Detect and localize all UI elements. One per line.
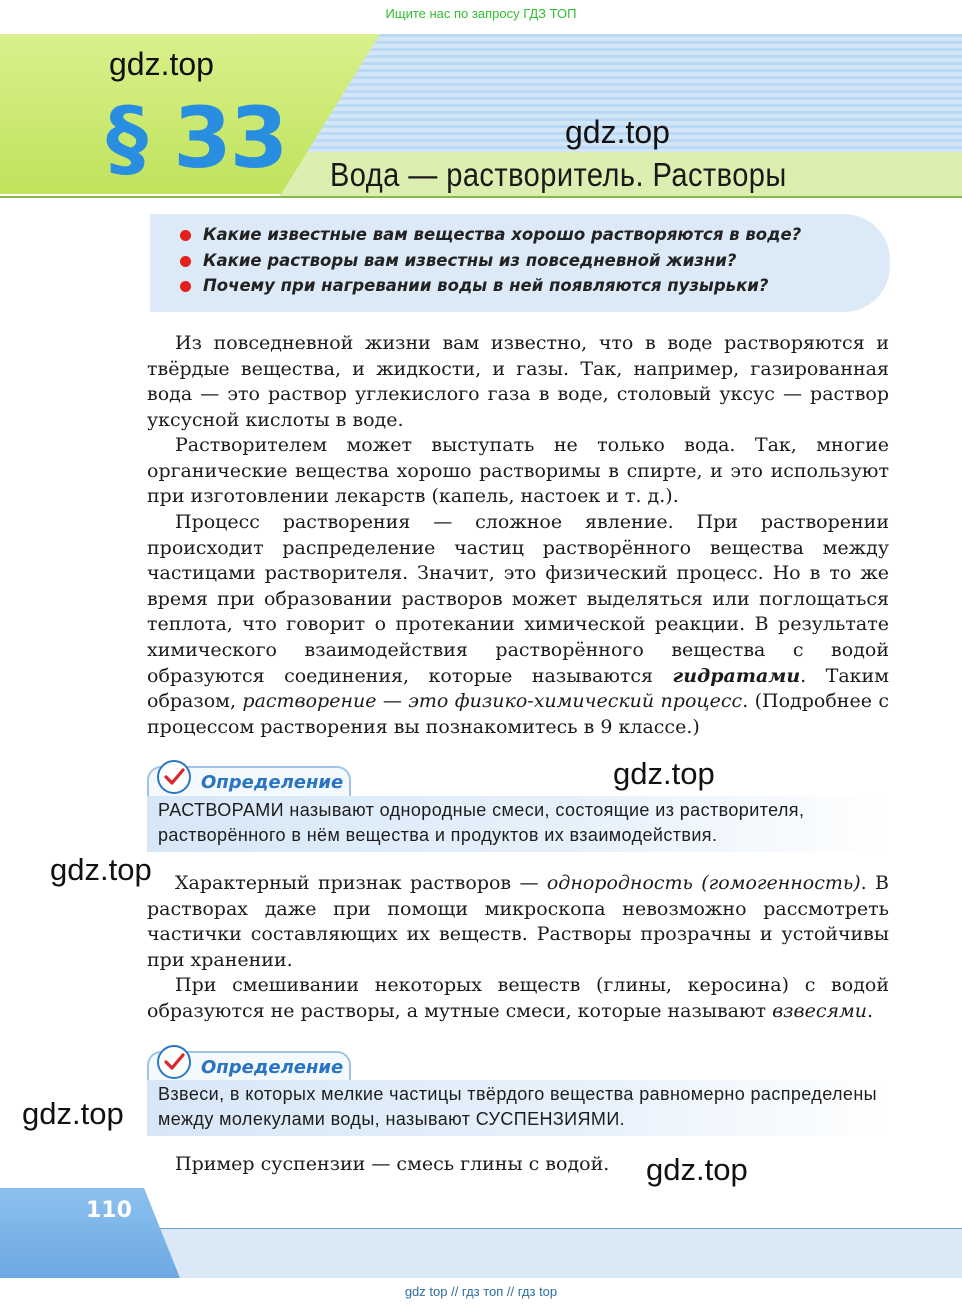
question-text: Почему при нагревании воды в ней появляются пузырьки?: [203, 276, 769, 295]
page-footer: [0, 1188, 962, 1278]
definition-label: Определение: [201, 772, 344, 793]
question-item: [180, 248, 890, 274]
watermark: gdz.top: [613, 756, 715, 791]
bottom-watermark-note: gdz top // гдз топ // гдз top: [404, 1284, 558, 1299]
watermark: gdz.top: [565, 114, 670, 150]
term-hydrates: гидратами: [672, 664, 801, 687]
intro-questions: [150, 214, 890, 312]
watermark: gdz.top: [109, 46, 214, 82]
watermark: gdz.top: [646, 1152, 748, 1187]
definition-text: Взвеси, в которых мелкие частицы твёрдого вещества равномерно распределены между молекулами воды, называют СУСПЕНЗИЯМИ.: [158, 1084, 878, 1129]
page-number: 110: [86, 1198, 132, 1223]
definition-header: [147, 1051, 351, 1083]
footer-line: [160, 1228, 962, 1229]
definition-box: [147, 1080, 890, 1136]
paragraph: Характерный признак растворов — однородность (гомогенность). В растворах даже при помощи микроскопа невозможно рассмотреть частички составляющих их веществ. Растворы прозрачны и устойчивы при хранении.: [147, 872, 889, 971]
chapter-title: Вода — растворитель. Растворы: [330, 156, 787, 193]
question-text: Какие известные вам вещества хорошо растворяются в воде?: [203, 225, 802, 244]
watermark: gdz.top: [22, 1096, 124, 1131]
paragraph: Пример суспензии — смесь глины с водой.: [175, 1153, 610, 1175]
term-suspensions: взвесями: [772, 999, 868, 1022]
footer-light-band: [150, 1228, 962, 1278]
watermark: gdz.top: [50, 852, 152, 887]
question-text: Какие растворы вам известны из повседневной жизни?: [203, 250, 737, 270]
check-circle-icon: [157, 760, 191, 794]
definition-box: [147, 796, 890, 852]
definition-text: РАСТВОРАМИ называют однородные смеси, состоящие из растворителя, растворённого в нём вещества и продуктов их взаимодействия.: [158, 800, 805, 845]
paragraph: Растворителем может выступать не только вода. Так, многие органические вещества хорошо растворимы в спирте, и это используют при изготовлении лекарств (капель, настоек и т. д.).: [147, 434, 889, 508]
paragraph: Из повседневной жизни вам известно, что в воде растворяются и твёрдые вещества, и жидкости, и газы. Так, например, газированная вода — это раствор углекислого газа в воде, столовый уксус — раствор уксусной кислоты в воде.: [147, 332, 889, 431]
section-number: § 33: [106, 89, 287, 187]
header-divider: [0, 196, 962, 198]
red-dot-icon: [180, 230, 191, 241]
italic-definition: растворение — это физико-химический процесс: [242, 690, 743, 713]
paragraph: При смешивании некоторых веществ (глины, керосина) с водой образуются не растворы, а мутные смеси, которые называют взвесями.: [147, 974, 889, 1022]
red-dot-icon: [180, 256, 191, 267]
term-homogeneity: однородность (гомогенность): [546, 872, 861, 894]
red-dot-icon: [180, 281, 191, 292]
check-circle-icon: [157, 1045, 191, 1079]
question-item: [180, 222, 890, 248]
question-item: [180, 273, 890, 299]
definition-label: Определение: [201, 1057, 344, 1078]
top-search-note: Ищите нас по запросу ГДЗ ТОП: [385, 6, 577, 21]
definition-header: [147, 766, 351, 798]
paragraph: Процесс растворения — сложное явление. При растворении происходит распределение частиц растворённого вещества между частицами растворителя. Значит, это физический процесс. Но в то же время при образовании растворов может выделяться или поглощаться теплота, что говорит о протекании химической реакции. В результате химического взаимодействия растворённого вещества с водой образуются соединения, которые называются гидратами. Таким образом, растворение — это физико-химический процесс. (Подробнее с процессом растворения вы познакомитесь в 9 классе.): [147, 511, 890, 738]
